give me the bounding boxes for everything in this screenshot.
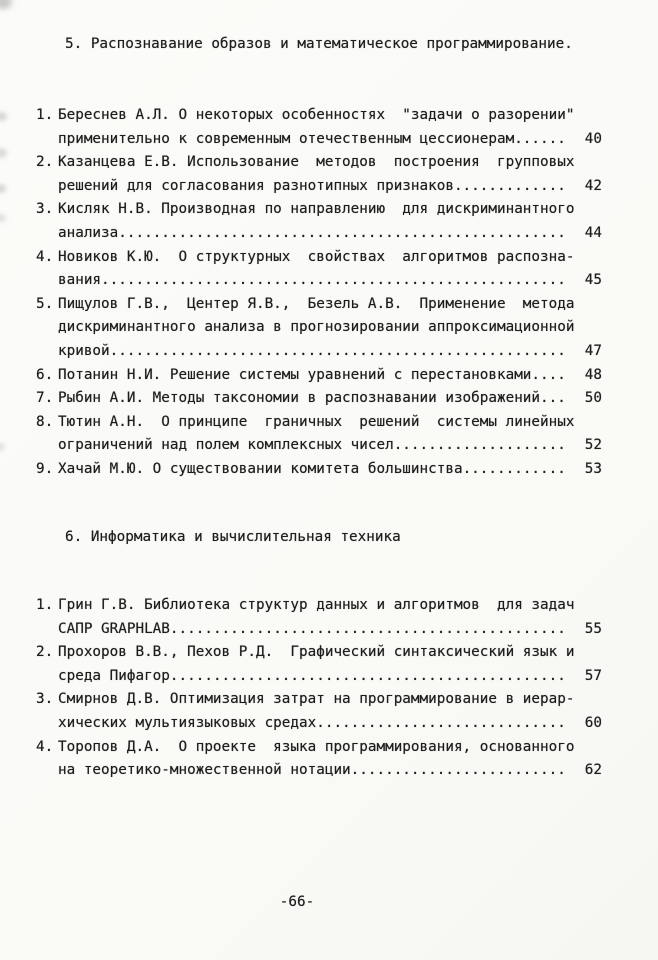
dot-leader [351,759,568,783]
entry-title-line: анализа [58,224,119,241]
entry-title-line: Новиков К.Ю. О структурных свойствах алгоритмов распозна- [58,248,575,265]
toc-entry [36,364,602,388]
entry-page-ref: 50 [584,390,602,407]
section-heading: 5. Распознавание образов и математическое программирование. [65,36,573,52]
toc-entry [36,736,602,783]
entry-title-line: решений для согласования разнотипных признаков [58,177,454,194]
entry-title-line: среда Пифагор [58,667,170,684]
entry-title-line: Береснев А.Л. О некоторых особенностях "задачи о разорении" [58,107,575,123]
toc-entry [36,387,602,411]
entry-page-ref: 47 [584,342,602,359]
entry-number: 5. [36,295,54,312]
entry-page-ref: 42 [584,177,602,194]
toc-entry [36,104,602,151]
entry-title-line: вания [58,272,102,289]
dot-leader [101,269,568,293]
dot-leader [118,222,568,246]
scan-smudge [0,112,7,121]
toc-entry [36,688,602,735]
entry-title-line: Казанцева Е.В. Использование методов построения групповых [58,154,575,171]
entry-page-ref: 48 [584,366,602,383]
entry-page-ref: 44 [584,224,602,241]
entry-title-line: Рыбин А.И. Методы таксономии в распознавании изображений [58,390,541,407]
entry-page-ref: 62 [584,762,602,779]
entry-title-line: дискриминантного анализа в прогнозировании аппроксимационной [58,319,575,336]
entry-page-ref: 40 [584,130,602,147]
dot-leader [463,458,568,482]
toc-entry [36,198,602,245]
entry-number: 4. [36,738,54,755]
entry-title-line: Смирнов Д.В. Оптимизация затрат на программирование в иерар- [58,691,575,708]
entry-title-line: ограничений над полем комплексных чисел [58,437,394,454]
entry-title-line: Кисляк Н.В. Производная по направлению для дискриминантного [58,201,575,218]
entry-title-line: хических мультиязыковых средах [58,714,317,731]
entry-title-line: САПР GRAPHLAB [58,620,170,637]
entry-number: 1. [36,597,54,613]
dot-leader [170,618,568,642]
scan-smudge [0,0,12,9]
entry-page-ref: 45 [584,272,602,289]
entry-number: 4. [36,248,54,265]
entry-title-line: на теоретико-множественной нотации [58,762,351,779]
entry-title-line: Пищулов Г.В., Центер Я.В., Безель А.В. Применение метода [58,295,575,312]
toc-list-section-6 [36,594,602,783]
toc-entry [36,293,602,364]
entry-title-line: Хачай М.Ю. О существовании комитета большинства [58,460,463,477]
entry-page-ref: 55 [584,620,602,637]
dot-leader [110,340,568,364]
toc-entry [36,641,602,688]
section-heading: 6. Информатика и вычислительная техника [65,529,401,545]
scan-smudge [0,184,6,193]
entry-title-line: применительно к современным отечественным цессионерам [58,130,515,147]
entry-number: 1. [36,107,54,123]
dot-leader [454,175,568,199]
entry-number: 3. [36,691,54,708]
dot-leader [170,665,568,689]
dot-leader [540,387,568,411]
dot-leader [316,712,568,736]
page-number: -66- [279,894,315,910]
entry-title-line: Торопов Д.А. О проекте языка программирования, основанного [58,738,575,755]
toc-entry [36,411,602,458]
dot-leader [394,434,568,458]
entry-number: 9. [36,460,54,477]
entry-number: 2. [36,154,54,171]
toc-entry [36,246,602,293]
entry-number: 6. [36,366,54,383]
entry-page-ref: 57 [584,667,602,684]
entry-title-line: Тютин А.Н. О принципе граничных решений системы линейных [58,413,575,430]
scan-smudge [0,148,7,158]
entry-page-ref: 60 [584,714,602,731]
entry-number: 8. [36,413,54,430]
toc-list-section-5 [36,104,602,482]
toc-entry [36,151,602,198]
toc-entry [36,458,602,482]
entry-title-line: Прохоров В.В., Пехов Р.Д. Графический синтаксический язык и [58,644,575,661]
toc-entry [36,594,602,641]
entry-title-line: кривой [58,342,110,359]
entry-number: 3. [36,201,54,218]
scan-smudge [0,214,6,222]
entry-page-ref: 52 [584,437,602,454]
entry-number: 2. [36,644,54,661]
scan-smudge [0,443,5,451]
entry-number: 7. [36,390,54,407]
entry-title-line: Потанин Н.И. Решение системы уравнений с перестановками [58,366,532,383]
dot-leader [514,128,568,152]
dot-leader [531,364,568,388]
entry-title-line: Грин Г.В. Библиотека структур данных и алгоритмов для задач [58,597,575,613]
entry-page-ref: 53 [584,460,602,477]
